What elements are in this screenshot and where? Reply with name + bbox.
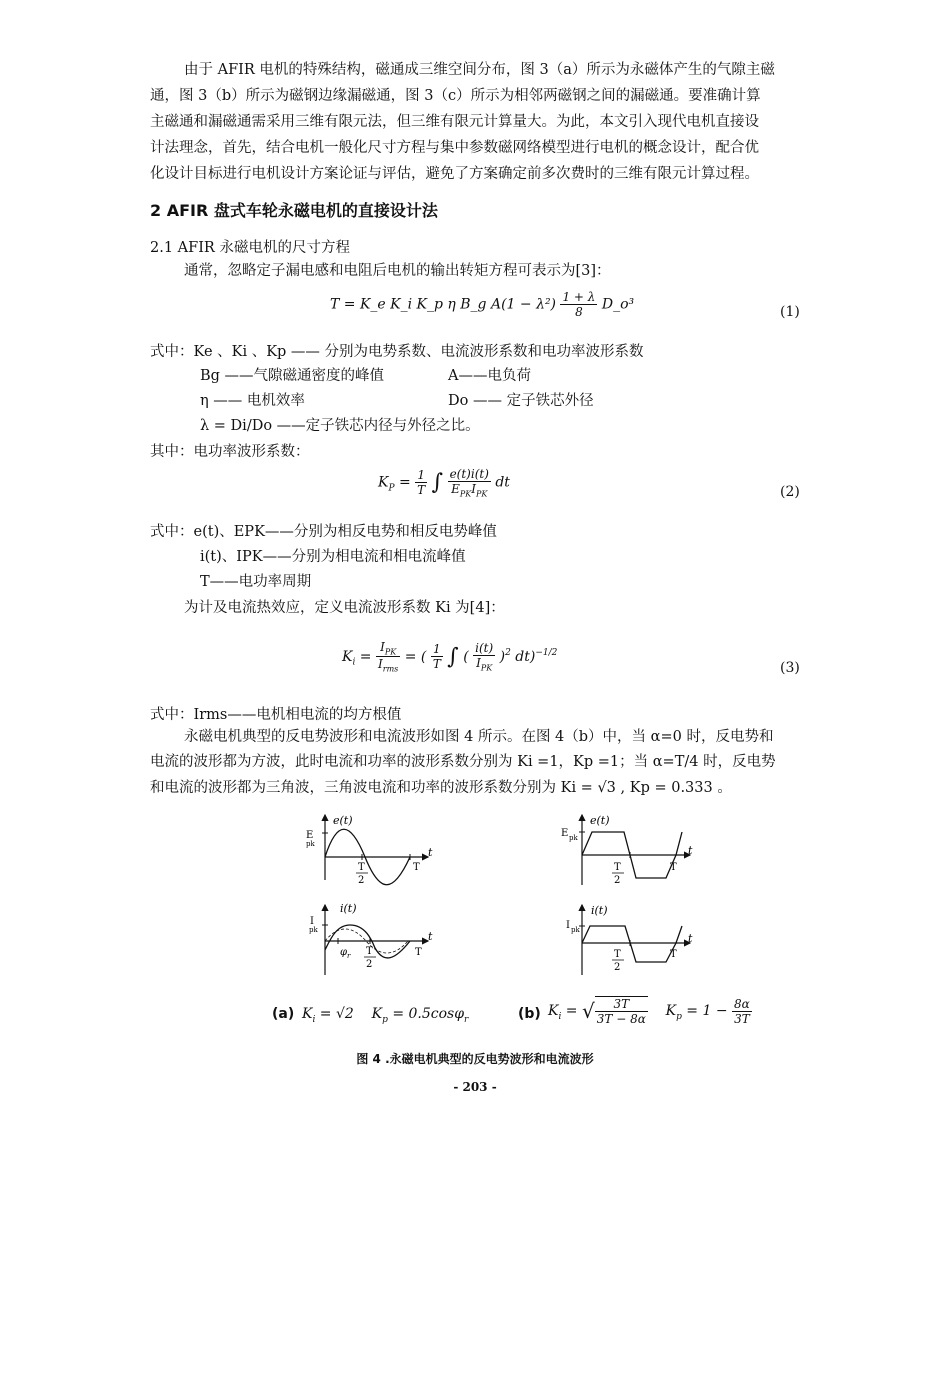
equation-3-number: (3) (780, 660, 800, 676)
plot-b-current-ylabel: i(t) (591, 904, 608, 917)
eq1-fraction: $\frac{1 + \lambda}{8}$ (562, 290, 596, 319)
ki-intro: 为计及电流热效应，定义电流波形系数 Ki 为[4]： (184, 600, 505, 616)
equation-2: $K_P$ = $\frac{1}{T}$ ∫ $\frac{e(t)i(t)}{E_{PK}I_{PK}}$ dt (378, 467, 510, 499)
paragraph1-line-2: 通，图 3（b）所示为磁钢边缘漏磁通，图 3（c）所示为相邻两磁钢之间的漏磁通。要准确计算 (150, 88, 761, 104)
section-2-heading: 2 AFIR 盘式车轮永磁电机的直接设计法 (150, 201, 438, 220)
defs1-do: Do —— 定子铁芯外径 (448, 393, 594, 409)
paragraph2-line-1: 永磁电机典型的反电势波形和电流波形如图 4 所示。在图 4（b）中，当 α=0 时，反电势和 (184, 729, 774, 745)
section-2-1-heading: 2.1 AFIR 永磁电机的尺寸方程 (150, 240, 350, 256)
kp-intro: 其中：电功率波形系数： (150, 444, 310, 460)
paragraph1-line-4: 计法理念，首先，结合电机一般化尺寸方程与集中参数磁网络模型进行电机的概念设计，配合优 (150, 140, 759, 156)
defs2-line-1: 式中：e(t)、EPK——分别为相反电势和相反电势峰值 (150, 524, 497, 540)
eq3-fraction-2: $\frac{1}{T}$ (432, 642, 441, 672)
figure-label-a: (a) (272, 1006, 295, 1022)
plot-b-emf-ylabel: e(t) (590, 814, 610, 827)
defs3: 式中：Irms——电机相电流的均方根值 (150, 707, 402, 723)
paragraph2-line-3: 和电流的波形都为三角波，三角波电流和功率的波形系数分别为 Ki = √3 , Kp = 0.333 。 (150, 780, 732, 796)
equation-1-number: (1) (780, 304, 800, 320)
equation-1: T = K_e K_i K_p η B_g A(1 − λ²) $\frac{1 + \lambda}{8}$ D_o³ (330, 290, 635, 319)
plot-a-ipk: I (310, 916, 314, 927)
paragraph1-line-3: 主磁通和漏磁通需采用三维有限元法，但三维有限元计算量大。为此，本文引入现代电机直接设 (150, 114, 759, 130)
plot-a-emf-ylabel: e(t) (333, 814, 353, 827)
figure-4-caption: 图 4 .永磁电机典型的反电势波形和电流波形 (356, 1052, 594, 1066)
defs1-eta: η —— 电机效率 (200, 393, 305, 409)
plot-b-emf-T: T (670, 862, 677, 873)
equation-2-number: (2) (780, 484, 800, 500)
plot-a-ipk-sub: pk (309, 926, 318, 934)
page-number: - 203 - (453, 1080, 497, 1094)
plot-b-emf (561, 814, 693, 886)
torque-intro: 通常，忽略定子漏电感和电阻后电机的输出转矩方程可表示为[3]： (184, 263, 611, 279)
defs1-bg: Bg ——气隙磁通密度的峰值 (200, 368, 385, 384)
plot-a-epk: E (306, 830, 314, 841)
plot-a-current-halfT-num: T (366, 946, 373, 957)
figure-formula-a: $K_i = √2$ $K_p = 0.5\cos\varphi_r$ (302, 1006, 469, 1025)
eq1-tail: D_o³ (601, 296, 635, 313)
plot-b-ipk-sub: pk (571, 926, 580, 934)
plot-a-current-T: T (415, 947, 422, 958)
plot-a-current (309, 902, 433, 975)
plot-a-phi: φ (340, 947, 348, 958)
plot-a-current-ylabel: i(t) (340, 902, 357, 915)
paragraph1-line-1: 由于 AFIR 电机的特殊结构，磁通成三维空间分布，图 3（a）所示为永磁体产生的气隙主磁 (184, 62, 775, 78)
plot-a-current-halfT-den: 2 (366, 959, 373, 970)
paragraph2-line-2: 电流的波形都为方波，此时电流和功率的波形系数分别为 Ki =1，Kp =1；当 α=T/4 时，反电势 (150, 754, 776, 770)
figure-label-b: (b) (518, 1006, 541, 1022)
defs2-line-3: T——电功率周期 (200, 574, 312, 590)
plot-b-current-T: T (670, 949, 677, 960)
plot-b-current-halfT-num: T (614, 949, 621, 960)
plot-a-epk-sub: pk (306, 840, 315, 848)
plot-a-emf (306, 814, 433, 886)
plot-a-emf-T: T (413, 862, 420, 873)
plot-b-emf-halfT-den: 2 (614, 875, 621, 886)
eq3-fraction-1: $\frac{I_{PK}}{I_{rms}}$ (378, 640, 399, 674)
figure-formula-b: $K_i$ = √ $\frac{3T}{3T - 8\alpha}$ $K_p = 1$ − $\frac{8\alpha}{3T}$ (548, 996, 750, 1026)
eq3-fraction-3: $\frac{i(t)}{I_{PK}}$ (475, 641, 494, 673)
plot-b-current-t: t (688, 932, 693, 945)
paragraph1-line-5: 化设计目标进行电机设计方案论证与评估，避免了方案确定前多次费时的三维有限元计算过程。 (150, 166, 759, 182)
plot-b-emf-t: t (688, 844, 693, 857)
plot-a-emf-halfT-den: 2 (358, 875, 365, 886)
plot-a-emf-halfT-num: T (358, 862, 365, 873)
plot-a-phi-sub: r (347, 952, 351, 960)
plot-a-emf-t: t (428, 846, 433, 859)
plot-b-epk-sub: pk (569, 834, 578, 842)
defs1-line-1: 式中：Ke 、Ki 、Kp —— 分别为电势系数、电流波形系数和电功率波形系数 (150, 344, 644, 360)
defs1-lambda: λ = Di/Do ——定子铁芯内径与外径之比。 (200, 418, 480, 434)
eq2-fraction-2: $\frac{e(t)i(t)}{E_{PK}I_{PK}}$ (449, 467, 489, 499)
defs2-line-2: i(t)、IPK——分别为相电流和相电流峰值 (200, 549, 466, 565)
plot-b-current-halfT-den: 2 (614, 962, 621, 973)
plot-b-current (566, 904, 693, 975)
plot-a-current-t: t (428, 930, 433, 943)
plot-b-ipk: I (566, 920, 570, 931)
defs1-a: A——电负荷 (448, 368, 531, 384)
equation-3: $K_i$ = $\frac{I_{PK}}{I_{rms}}$ = ( $\frac{1}{T}$ ∫ ( $\frac{i(t)}{I_{PK}}$ )$^2$ dt)$^{-1/2}$ (342, 640, 558, 674)
eq2-fraction-1: $\frac{1}{T}$ (417, 468, 426, 498)
plot-b-emf-halfT-num: T (614, 862, 621, 873)
eq1-body: K_e K_i K_p η B_g A(1 − λ²) (359, 296, 557, 313)
plot-b-epk: E (561, 828, 569, 839)
